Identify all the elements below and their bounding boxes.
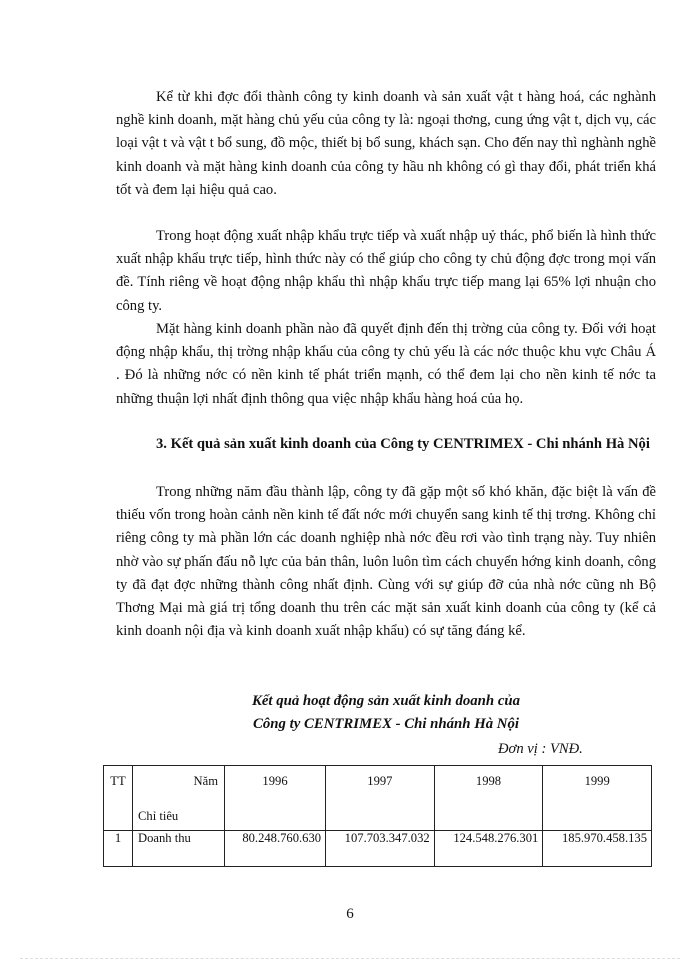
table-header-row	[104, 766, 652, 831]
header-tt: TT	[104, 766, 133, 831]
header-indicator-year	[133, 766, 225, 831]
table-row	[104, 831, 652, 867]
unit-label: Đơn vị : VNĐ.	[498, 741, 583, 757]
table-caption-line-1: Kết quả hoạt động sản xuất kinh doanh của	[251, 693, 521, 709]
header-year-label: Năm	[193, 774, 218, 788]
table-caption-line-2: Công ty CENTRIMEX - Chi nhánh Hà Nội	[252, 716, 519, 732]
header-year-1997: 1997	[326, 766, 435, 831]
paragraph-3: Mặt hàng kinh doanh phần nào đã quyết định đến thị trờng của công ty. Đối với hoạt động nhập khẩu, thị trờng nhập khẩu của công ty chủ yếu là các nớc thuộc khu vực Châu Á . Đó là những nớc có nền kinh tế phát triển mạnh, có thể đem lại cho nền kinh tế nớc ta những thuận lợi nhất định thông qua việc nhập khẩu hàng hoá của họ.	[116, 321, 656, 407]
row-indicator: Doanh thu	[133, 831, 225, 867]
row-value-1996: 80.248.760.630	[225, 831, 326, 867]
header-year-1999: 1999	[543, 766, 652, 831]
paragraph-1: Kể từ khi đợc đổi thành công ty kinh doanh và sản xuất vật t hàng hoá, các nghành nghề kinh doanh, mặt hàng chủ yếu của công ty là: ngoại thơng, cung ứng vật t, dịch vụ, các loại vật t và vật t bổ sung, đồ mộc, thiết bị bổ sung, khách sạn. Cho đến nay thì nghành nghề kinh doanh và mặt hàng kinh doanh của công ty hầu nh không có gì thay đổi, phát triển khá tốt và đem lại hiệu quả cao.	[116, 89, 656, 198]
row-value-1998: 124.548.276.301	[434, 831, 543, 867]
section-paragraph: Trong những năm đầu thành lập, công ty đã gặp một số khó khăn, đặc biệt là vấn đề thiếu vốn trong hoàn cảnh nền kinh tế đất nớc mới chuyển sang kinh tế thị trơng. Không chỉ riêng công ty mà phần lớn các doanh nghiệp nhà nớc đều rơi vào tình trạng này. Tuy nhiên nhờ vào sự phấn đấu nỗ lực của bản thân, luôn luôn tìm cách chuyển hớng kinh doanh, công ty đã đạt đợc những thành công nhất định. Cùng với sự giúp đỡ của nhà nớc cũng nh Bộ Thơng Mại mà giá trị tổng doanh thu trên các mặt sản xuất kinh doanh của công ty (kể cả kinh doanh nội địa và kinh doanh xuất nhập khẩu) có sự tăng đáng kể.	[116, 484, 656, 640]
row-value-1997: 107.703.347.032	[326, 831, 435, 867]
row-value-1999: 185.970.458.135	[543, 831, 652, 867]
header-year-1996: 1996	[225, 766, 326, 831]
footer-divider	[20, 958, 680, 959]
page-number: 6	[346, 906, 354, 922]
paragraph-2: Trong hoạt động xuất nhập khẩu trực tiếp và xuất nhập uỷ thác, phổ biến là hình thức xuất nhập khẩu trực tiếp, hình thức này có thể giúp cho công ty chủ động đợc trong mọi vấn đề. Tính riêng về hoạt động nhập khẩu thì nhập khẩu trực tiếp mang lại 65% lợi nhuận cho công ty.	[116, 228, 656, 314]
table-caption	[116, 690, 656, 736]
header-year-1998: 1998	[434, 766, 543, 831]
row-tt: 1	[104, 831, 133, 867]
section-heading: 3. Kết quả sản xuất kinh doanh của Công ty CENTRIMEX - Chi nhánh Hà Nội	[156, 436, 650, 452]
header-indicator-label: Chỉ tiêu	[138, 809, 179, 823]
results-table	[103, 765, 652, 867]
